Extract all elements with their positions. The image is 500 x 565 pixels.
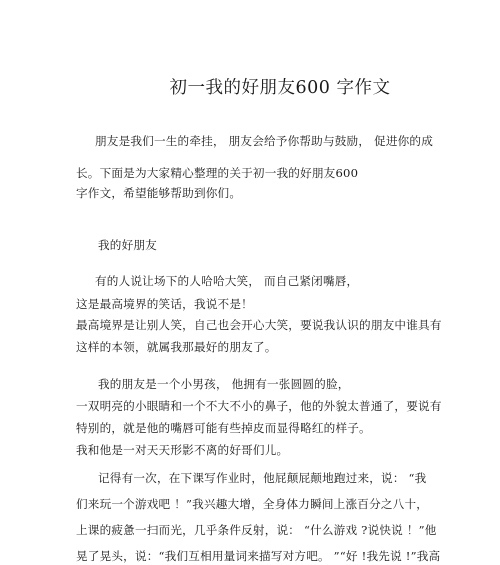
paragraph-line: 这是最高境界的笑话，我说不是！ bbox=[76, 297, 253, 311]
document-title: 初一我的好朋友600 字作文 bbox=[169, 78, 391, 98]
paragraph-line: 特别的，就是他的嘴唇可能有些掉皮而显得略红的样子。 bbox=[76, 421, 371, 435]
paragraph-line: 长。下面是为大家精心整理的关于初一我的好朋友600 bbox=[76, 166, 359, 180]
paragraph-line: 这样的本领，就属我那最好的朋友了。 bbox=[76, 340, 277, 354]
paragraph-line: 一双明亮的小眼睛和一个不大不小的鼻子，他的外貌太普通了，要说有 bbox=[76, 399, 442, 413]
paragraph-line: 上课的疲惫一扫而光，几乎条件反射，说： “什么游戏 ?说快说 ！”他 bbox=[76, 523, 437, 537]
paragraph-line: 有的人说让场下的人哈哈大笑， 而自己紧闭嘴唇， bbox=[95, 274, 359, 288]
paragraph-line: 记得有一次，在下课写作业时，他屁颠屁颠地跑过来，说： “我 bbox=[98, 471, 427, 485]
paragraph-line: 我的朋友是一个小男孩， 他拥有一张圆圆的脸， bbox=[98, 377, 350, 391]
paragraph-line: 朋友是我们一生的牵挂， 朋友会给予你帮助与鼓励， 促进你的成 bbox=[95, 134, 433, 148]
paragraph-line: 我和他是一对天天形影不离的好哥们儿。 bbox=[76, 443, 289, 457]
paragraph-line: 晃了晃头，说：“我们互相用量词来描写对方吧。 ”“好 !我先说 !”我高 bbox=[76, 549, 441, 563]
paragraph-line: 字作文，希望能够帮助到你们。 bbox=[76, 186, 242, 200]
paragraph-line: 最高境界是让别人笑，自己也会开心大笑，要说我认识的朋友中谁具有 bbox=[76, 318, 442, 332]
paragraph-line: 们来玩一个游戏吧 ！”我兴趣大增，全身体力瞬间上涨百分之八十， bbox=[76, 497, 429, 511]
section-heading: 我的好朋友 bbox=[98, 238, 157, 252]
